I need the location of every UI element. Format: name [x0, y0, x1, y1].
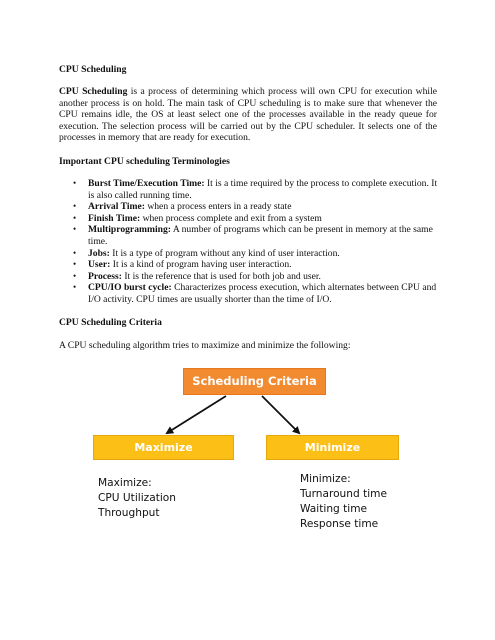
- term-label: Arrival Time:: [88, 201, 145, 213]
- term-label: Jobs:: [88, 247, 110, 259]
- term-label: CPU/IO burst cycle:: [88, 282, 172, 294]
- bullet-icon: •: [73, 282, 77, 293]
- list-item: Turnaround time: [300, 488, 388, 500]
- term-text: when process complete and exit from a system: [140, 212, 322, 224]
- bullet-icon: •: [73, 247, 77, 258]
- intro-text: is a process of determining which process will own CPU for execution while another process is on hold. The main task of CPU scheduling is to make sure that whenever the CPU remains idle, the OS at least select one of the processes available in the ready queue for execution. The selection process will be carried out by the CPU scheduler. It selects one of the processes in memory that are ready for execution.: [59, 86, 437, 144]
- term-label: Burst Time/Execution Time:: [88, 178, 205, 189]
- bullet-icon: •: [73, 259, 77, 270]
- minimize-box: Minimize: [266, 435, 399, 460]
- list-item: Throughput: [98, 507, 160, 519]
- term-text: when a process enters in a ready state: [144, 201, 292, 213]
- arrow-to-minimize: [262, 396, 299, 433]
- bullet-icon: •: [73, 201, 77, 212]
- intro-term: CPU Scheduling: [59, 86, 128, 97]
- maximize-list: [98, 476, 176, 521]
- term-text: It is a kind of program having user interaction.: [110, 259, 292, 271]
- minimize-list: [300, 472, 387, 532]
- bullet-icon: •: [73, 270, 77, 281]
- term-text: A number of programs which can be present in memory at the same time.: [88, 224, 433, 247]
- heading-terminologies: Important CPU scheduling Terminologies: [59, 156, 230, 167]
- bullet-icon: •: [73, 224, 77, 235]
- arrow-to-maximize: [167, 396, 226, 433]
- list-item: Response time: [300, 518, 379, 530]
- maximize-box: Maximize: [93, 435, 234, 460]
- term-label: User:: [88, 259, 111, 271]
- scheduling-criteria-box: Scheduling Criteria: [183, 368, 326, 395]
- term-label: Process:: [88, 270, 122, 282]
- term-text: It is a time required by the process to complete execution. It is also called running time.: [88, 178, 438, 201]
- heading-cpu-scheduling: CPU Scheduling: [59, 64, 127, 75]
- heading-criteria: CPU Scheduling Criteria: [59, 317, 162, 328]
- term-label: Finish Time:: [88, 212, 141, 224]
- term-text: It is the reference that is used for both job and user.: [121, 270, 321, 282]
- term-text: Characterizes process execution, which alternates between CPU and I/O activity. CPU times are usually shorter than the time of I/O.: [88, 282, 437, 305]
- criteria-paragraph: A CPU scheduling algorithm tries to maximize and minimize the following:: [59, 340, 351, 351]
- bullet-icon: •: [73, 212, 77, 223]
- list-item: Minimize:: [300, 473, 351, 485]
- list-item: Waiting time: [300, 503, 368, 515]
- list-item: CPU Utilization: [98, 492, 176, 504]
- bullet-icon: •: [73, 178, 77, 188]
- term-text: It is a type of program without any kind of user interaction.: [109, 247, 340, 259]
- list-item: Maximize:: [98, 477, 152, 489]
- term-label: Multiprogramming:: [88, 224, 171, 236]
